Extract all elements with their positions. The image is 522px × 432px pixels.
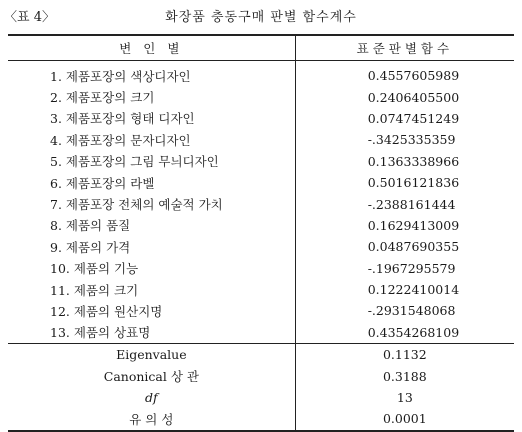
table-row [8,258,514,279]
variable-cell: 11. 제품의 크기 [8,279,295,300]
stat-value: 0.1132 [295,344,514,366]
stat-label: Eigenvalue [8,344,295,366]
variable-cell: 7. 제품포장 전체의 예술적 가치 [8,193,295,214]
table-row [8,172,514,193]
stat-value: 13 [396,390,413,406]
variable-cell: 1. 제품포장의 색상디자인 [8,61,295,87]
table-row [8,279,514,300]
variable-cell: 12. 제품의 원산지명 [8,300,295,321]
coefficient-cell: 0.0487690355 [367,239,460,255]
coefficient-cell: 0.1222410014 [367,282,460,298]
stat-row-df [8,387,514,408]
stat-row-significance [8,408,514,430]
table-caption [0,6,522,26]
variable-cell: 2. 제품포장의 크기 [8,86,295,107]
variable-cell: 9. 제품의 가격 [8,236,295,257]
header-coefficient: 표준판별함수 [295,35,514,61]
variable-cell: 3. 제품포장의 형태 디자인 [8,108,295,129]
variable-cell: 4. 제품포장의 문자디자인 [8,129,295,150]
variable-cell: 6. 제품포장의 라벨 [8,172,295,193]
table-row [8,215,514,236]
coefficient-cell: 0.2406405500 [367,89,460,105]
coefficient-cell: 0.1363338966 [367,153,460,169]
stat-value: 0.3188 [382,368,427,384]
stat-label: df [8,387,295,408]
coefficient-cell: -.2931548068 [367,303,456,319]
coefficient-cell: -.3425335359 [367,132,456,148]
table-row [8,129,514,150]
stat-value: 0.0001 [295,408,514,430]
coefficient-cell: -.1967295579 [367,260,456,276]
coefficient-cell: 0.5016121836 [367,175,460,191]
table-label: 〈표 4〉 [4,10,55,25]
discriminant-coefficient-table [8,34,514,432]
table-row [8,236,514,257]
stat-row-canonical [8,365,514,386]
variable-cell: 5. 제품포장의 그림 무늬디자인 [8,151,295,172]
table-row [8,322,514,344]
coefficient-cell: 0.1629413009 [367,217,460,233]
table-title: 화장품 충동구매 판별 함수계수 [165,10,357,25]
stat-label: Canonical 상 관 [8,365,295,386]
table-row [8,86,514,107]
coefficient-cell: 0.4557605989 [367,68,460,84]
table-row [8,193,514,214]
header-variable: 변 인 별 [8,35,295,61]
stat-row-eigenvalue [8,344,514,366]
table-header-row [8,35,514,61]
table-row [8,151,514,172]
coefficient-cell: -.2388161444 [367,196,456,212]
table-row [8,300,514,321]
table-row [8,108,514,129]
coefficient-cell: 0.4354268109 [367,324,460,340]
variable-cell: 10. 제품의 기능 [8,258,295,279]
stat-label: 유 의 성 [8,408,295,430]
coefficient-cell: 0.0747451249 [367,110,460,126]
table-row [8,61,514,87]
variable-cell: 8. 제품의 품질 [8,215,295,236]
variable-cell: 13. 제품의 상표명 [8,322,295,344]
